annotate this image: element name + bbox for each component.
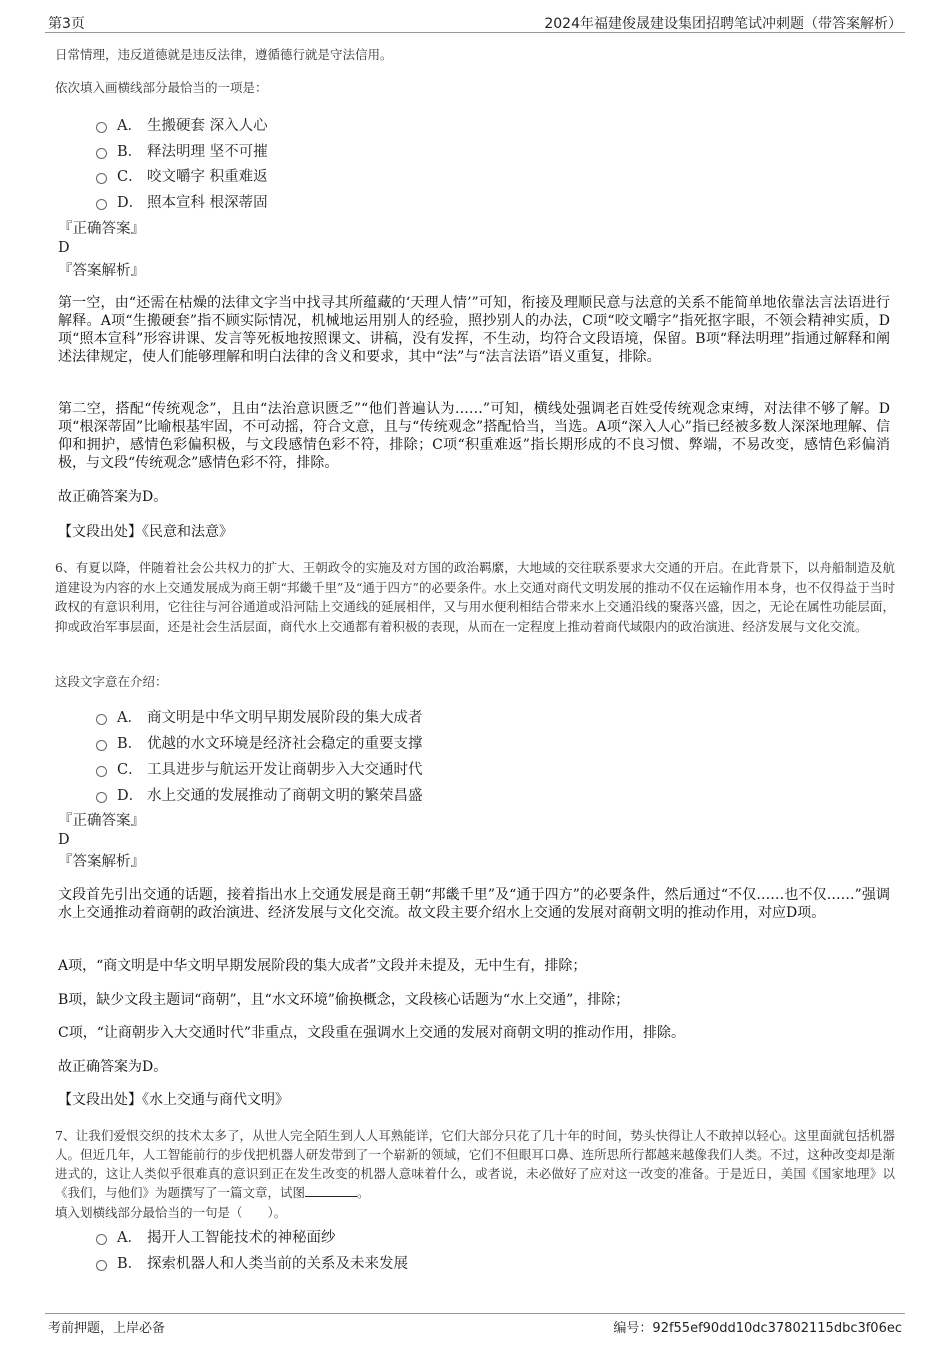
q6-analysis-5: 故正确答案为D。 xyxy=(58,1059,168,1075)
q7-passage: 7、让我们爱恨交织的技术太多了，从世人完全陌生到人人耳熟能详，它们大部分只花了几十年的时间，势头快得让人不敢掉以轻心。这里面就包括机器人。但近几年，人工智能前行的步伐把机器人研发带到了一个崭新的领域，它们不但眼耳口鼻、连所思所行都越来越像我们人类。不过，这种改变却是渐进式的，这让人类似乎很难真的意识到正在发生改变的机器人意味着什么，或者说，未必做好了应对这一改变的准备。于是近日，美国《国家地理》以《我们，与他们》为题撰写了一篇文章，试图 。 xyxy=(55,1128,895,1200)
document-title: 2024年福建俊晟建设集团招聘笔试冲刺题（带答案解析） xyxy=(544,16,902,32)
document-serial: 编号：92f55ef90dd10dc37802115dbc3f06ec xyxy=(613,1321,902,1336)
q6-option-a[interactable]: A． 商文明是中华文明早期发展阶段的集大成者 xyxy=(96,706,423,726)
q5-analysis-2: 第二空，搭配“传统观念”，且由“法治意识匮乏”“他们普遍认为……”可知，横线处强调老百姓受传统观念束缚，对法律不够了解。D项“根深蒂固”比喻根基牢固，不可动摇，符合文意，且与“传统观念”搭配恰当，当选。A项“深入人心”指已经被多数人深深地理解、信仰和拥护，感情色彩偏积极，与文段感情色彩不符，排除；C项“积重难返”指长期形成的不良习惯、弊端，不易改变，感情色彩偏消极，与文段“传统观念”感情色彩不符，排除。 xyxy=(58,401,890,471)
q6-option-d[interactable]: D． 水上交通的发展推动了商朝文明的繁荣昌盛 xyxy=(96,784,423,804)
q6-answer: D xyxy=(58,832,70,848)
q6-prompt: 这段文字意在介绍： xyxy=(55,674,168,689)
q5-analysis-3: 故正确答案为D。 xyxy=(58,489,168,505)
page-number: 第3页 xyxy=(48,16,85,32)
q7-option-b[interactable]: B． 探索机器人和人类当前的关系及未来发展 xyxy=(96,1252,408,1272)
radio-icon[interactable] xyxy=(96,792,107,803)
q5-option-b[interactable]: B． 释法明理 坚不可摧 xyxy=(96,140,268,160)
header-divider xyxy=(45,32,905,33)
radio-icon[interactable] xyxy=(96,199,107,210)
q5-passage-tail: 日常情理，违反道德就是违反法律，遵循德行就是守法信用。 xyxy=(55,47,393,62)
q5-option-d[interactable]: D． 照本宣科 根深蒂固 xyxy=(96,191,268,211)
fill-blank[interactable] xyxy=(305,1184,357,1197)
q6-analysis-2: A项，“商文明是中华文明早期发展阶段的集大成者”文段并未提及，无中生有，排除； xyxy=(58,958,587,974)
radio-icon[interactable] xyxy=(96,148,107,159)
q6-analysis-4: C项，“让商朝步入大交通时代”非重点，文段重在强调水上交通的发展对商朝文明的推动作用，排除。 xyxy=(58,1025,686,1041)
q5-prompt: 依次填入画横线部分最恰当的一项是： xyxy=(55,80,268,95)
q5-option-c[interactable]: C． 咬文嚼字 积重难返 xyxy=(96,165,268,185)
q6-analysis-1: 文段首先引出交通的话题，接着指出水上交通发展是商王朝“邦畿千里”及“通于四方”的必要条件，然后通过“不仅……也不仅……”强调水上交通推动着商朝的政治演进、经济发展与文化交流。故文段主要介绍水上交通的发展对商朝文明的推动作用，对应D项。 xyxy=(58,887,890,921)
q6-option-b[interactable]: B． 优越的水文环境是经济社会稳定的重要支撑 xyxy=(96,732,423,752)
q7-option-a[interactable]: A． 揭开人工智能技术的神秘面纱 xyxy=(96,1226,336,1246)
radio-icon[interactable] xyxy=(96,1260,107,1271)
q5-source: 【文段出处】《民意和法意》 xyxy=(58,524,233,540)
page-footer xyxy=(0,1305,950,1345)
footer-slogan: 考前押题，上岸必备 xyxy=(48,1321,166,1336)
q6-answer-label: 『正确答案』 xyxy=(58,813,145,829)
q5-analysis-1: 第一空，由“还需在枯燥的法律文字当中找寻其所蕴藏的‘天理人情’”可知，衔接及理顺民意与法意的关系不能简单地依靠法言法语进行解释。A项“生搬硬套”指不顾实际情况，机械地运用别人的经验，照抄别人的办法，C项“咬文嚼字”指死抠字眼，不领会精神实质，D项“照本宣科”形容讲课、发言等死板地按照课文、讲稿，没有发挥，不生动，均符合文段语境，保留。B项“释法明理”指通过解释和阐述法律规定，使人们能够理解和明白法律的含义和要求，其中“法”与“法言法语”语义重复，排除。 xyxy=(58,295,890,365)
radio-icon[interactable] xyxy=(96,714,107,725)
q5-answer: D xyxy=(58,240,70,256)
q6-analysis-label: 『答案解析』 xyxy=(58,854,145,870)
q5-option-a[interactable]: A． 生搬硬套 深入人心 xyxy=(96,114,268,134)
radio-icon[interactable] xyxy=(96,740,107,751)
q7-prompt: 填入划横线部分最恰当的一句是（ ）。 xyxy=(55,1205,287,1220)
q6-source: 【文段出处】《水上交通与商代文明》 xyxy=(58,1092,289,1108)
radio-icon[interactable] xyxy=(96,173,107,184)
q6-option-c[interactable]: C． 工具进步与航运开发让商朝步入大交通时代 xyxy=(96,758,423,778)
q5-answer-label: 『正确答案』 xyxy=(58,221,145,237)
page-header xyxy=(0,0,950,36)
footer-divider xyxy=(45,1313,905,1314)
radio-icon[interactable] xyxy=(96,122,107,133)
radio-icon[interactable] xyxy=(96,1234,107,1245)
q5-analysis-label: 『答案解析』 xyxy=(58,263,145,279)
q6-passage: 6、有夏以降，伴随着社会公共权力的扩大、王朝政令的实施及对方国的政治羁縻，大地域的交往联系要求大交通的开启。在此背景下，以舟船制造及航道建设为内容的水上交通发展成为商王朝“邦畿千里”及“通于四方”的必要条件。水上交通对商代文明发展的推动不仅在运输作用本身，也不仅得益于当时政权的有意识利用，它往往与河谷通道或沿河陆上交通线的延展相伴，又与用水便利相结合带来水上交通沿线的聚落兴盛，因之，无论在属性功能层面，抑或政治军事层面，还是社会生活层面，商代水上交通都有着积极的表现，从而在一定程度上推动着商代域限内的政治演进、经济发展与文化交流。 xyxy=(55,560,895,634)
q6-analysis-3: B项，缺少文段主题词“商朝”，且“水文环境”偷换概念，文段核心话题为“水上交通”，排除； xyxy=(58,992,630,1008)
radio-icon[interactable] xyxy=(96,766,107,777)
